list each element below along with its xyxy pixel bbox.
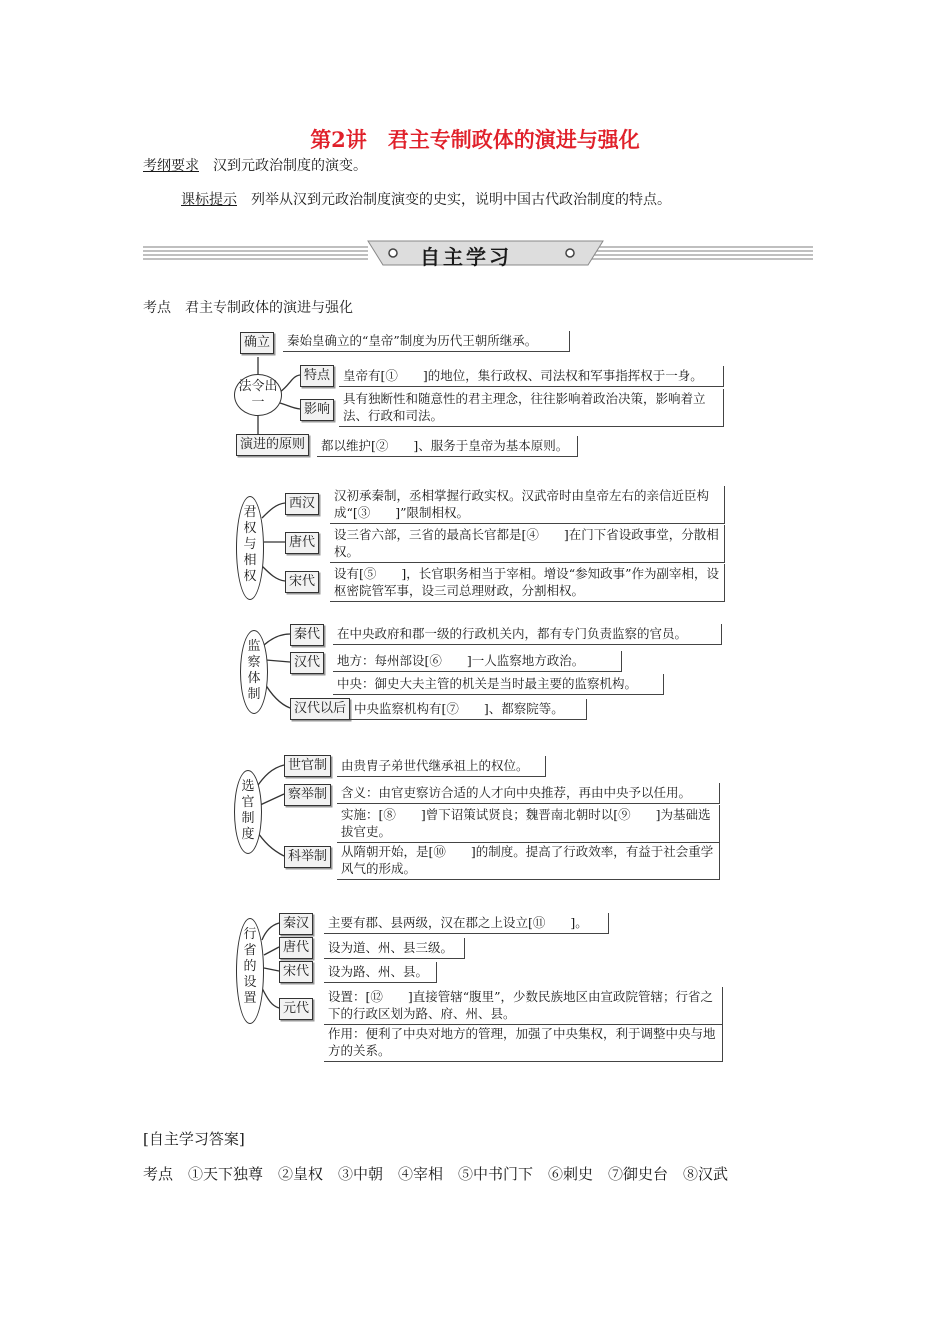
text-shiguanzhi: 由贵胄子弟世代继承祖上的权位。: [337, 756, 546, 777]
syllabus-text: 汉到元政治制度的演变。: [213, 158, 367, 174]
text-tangdai-2: 设为道、州、县三级。: [324, 938, 465, 959]
node-handaiyihou: 汉代以后: [290, 698, 350, 720]
vert-xuanguan: 选官制度: [234, 770, 262, 854]
kaodian-text: 君主专制政体的演进与强化: [185, 300, 353, 316]
node-qindai: 秦代: [290, 624, 324, 646]
oval-falingchuyi: 法令出一: [234, 374, 282, 416]
node-yanjin: 演进的原则: [236, 434, 309, 456]
node-shiguanzhi: 世官制: [284, 755, 331, 777]
vert-junquan: 君权与相权: [236, 496, 264, 600]
node-qinhan: 秦汉: [279, 913, 313, 935]
text-handai-local: 地方：每州部设[⑥ ]一人监察地方政治。: [333, 651, 622, 672]
node-yingxiang: 影响: [300, 399, 334, 421]
text-qinhan: 主要有郡、县两级，汉在郡之上设立[⑪ ]。: [324, 913, 609, 934]
node-chajuzhi: 察举制: [284, 784, 331, 806]
text-songdai-2: 设为路、州、县。: [324, 962, 437, 983]
text-yanjin: 都以维护[② ]、服务于皇帝为基本原则。: [317, 436, 578, 457]
node-songdai-1: 宋代: [285, 571, 319, 593]
node-queli: 确立: [240, 332, 274, 354]
vert-jiancha: 监察体制: [240, 630, 268, 714]
node-kejuzhi: 科举制: [284, 846, 331, 868]
text-yuandai-effect: 作用：便利了中央对地方的管理，加强了中央集权，利于调整中央与地方的关系。: [324, 1024, 723, 1062]
hint-label: 课标提示: [181, 192, 237, 208]
node-tangdai-2: 唐代: [279, 937, 313, 959]
node-songdai-2: 宋代: [279, 961, 313, 983]
banner-title: 自主学习: [420, 245, 512, 269]
text-handaiyihou: 中央监察机构有[⑦ ]、都察院等。: [350, 699, 587, 720]
text-yingxiang: 具有独断性和随意性的君主理念，往往影响着政治决策，影响着立法、行政和司法。: [339, 389, 724, 427]
text-songdai-1: 设有[⑤ ]，长官职务相当于宰相。增设“参知政事”作为副宰相，设枢密院管军事，设三司总理财政，分割相权。: [330, 564, 725, 602]
syllabus-label: 考纲要求: [143, 158, 199, 174]
text-kejuzhi: 从隋朝开始，是[⑩ ]的制度。提高了行政效率，有益于社会重学风气的形成。: [337, 842, 720, 880]
node-tedian: 特点: [300, 365, 334, 387]
hint-text: 列举从汉到元政治制度演变的史实，说明中国古代政治制度的特点。: [251, 192, 671, 208]
kaodian-label: 考点: [143, 300, 171, 316]
text-yuandai-setup: 设置：[⑫ ]直接管辖“腹里”，少数民族地区由宣政院管辖；行省之下的行政区划为路、府、州、县。: [324, 987, 723, 1025]
text-xihan: 汉初承秦制，丞相掌握行政实权。汉武帝时由皇帝左右的亲信近臣构成“[③ ]”限制相权。: [330, 486, 725, 524]
node-handai: 汉代: [290, 652, 324, 674]
text-handai-central: 中央：御史大夫主管的机关是当时最主要的监察机构。: [333, 674, 664, 695]
text-qindai: 在中央政府和郡一级的行政机关内，都有专门负责监察的官员。: [333, 624, 722, 645]
answers-heading: [自主学习答案]: [143, 1130, 245, 1148]
node-yuandai: 元代: [279, 998, 313, 1020]
text-queli: 秦始皇确立的“皇帝”制度为历代王朝所继承。: [283, 331, 570, 352]
node-xihan: 西汉: [285, 493, 319, 515]
text-chajuzhi-practice: 实施：[⑧ ]曾下诏策试贤良；魏晋南北朝时以[⑨ ]为基础选拔官吏。: [337, 805, 720, 843]
text-tangdai-1: 设三省六部，三省的最高长官都是[④ ]在门下省设政事堂，分散相权。: [330, 525, 725, 563]
text-chajuzhi-meaning: 含义：由官吏察访合适的人才向中央推荐，再由中央予以任用。: [337, 783, 720, 804]
answers-line: 考点 ①天下独尊 ②皇权 ③中朝 ④宰相 ⑤中书门下 ⑥刺史 ⑦御史台 ⑧汉武: [143, 1165, 729, 1183]
page-title: 第2讲 君主专制政体的演进与强化: [310, 127, 640, 152]
text-tedian: 皇帝有[① ]的地位，集行政权、司法权和军事指挥权于一身。: [339, 366, 724, 387]
node-tangdai-1: 唐代: [285, 532, 319, 554]
vert-xingsheng: 行省的设置: [236, 918, 264, 1024]
